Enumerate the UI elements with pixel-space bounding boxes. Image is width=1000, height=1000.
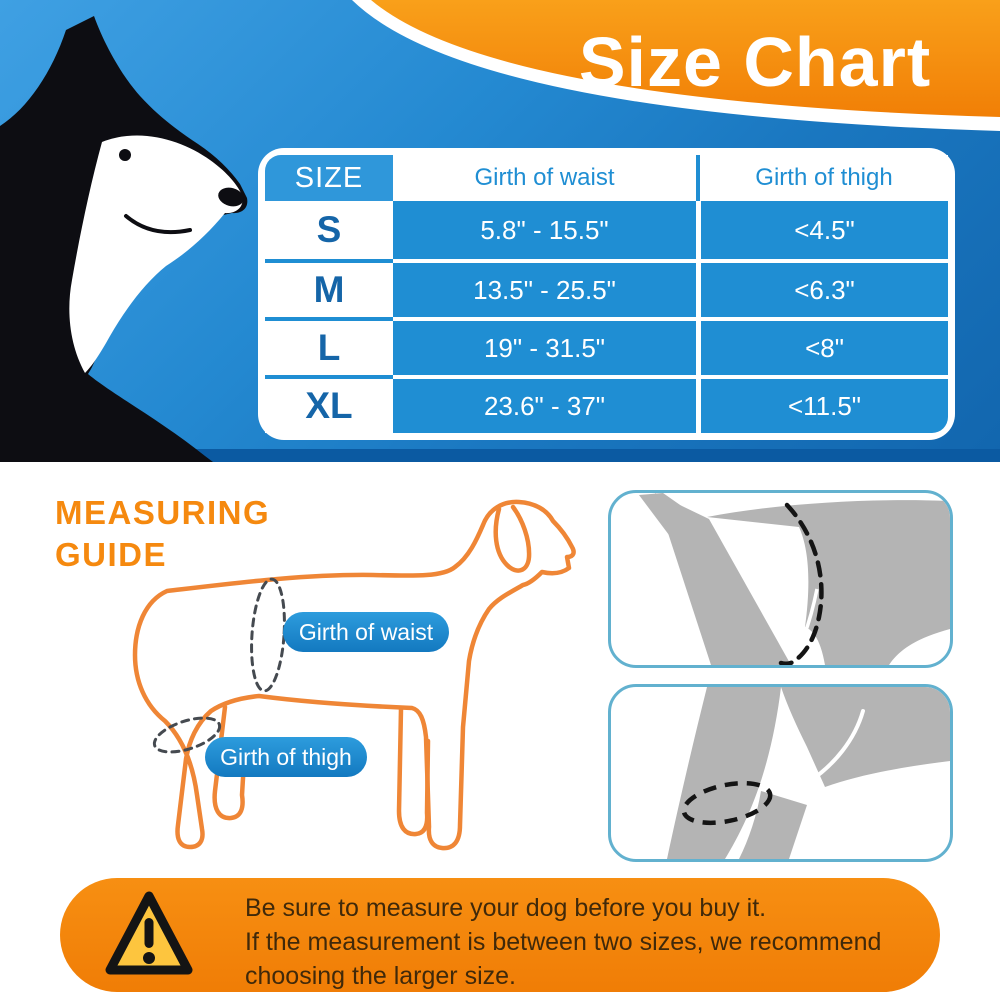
thigh-value-xl: <11.5" (696, 375, 948, 433)
thigh-value-l: <8" (696, 317, 948, 375)
notice-text (245, 891, 881, 993)
dog-waist-closeup-graphic (611, 493, 950, 665)
dog-outline-graphic (125, 495, 595, 880)
waist-label-pill: Girth of waist (283, 612, 449, 652)
size-cell-s: S (265, 201, 393, 259)
size-table (258, 148, 955, 440)
column-header-waist: Girth of waist (393, 155, 696, 201)
size-cell-l: L (265, 317, 393, 375)
warning-triangle-icon (104, 888, 194, 982)
size-cell-m: M (265, 259, 393, 317)
thigh-label-pill: Girth of thigh (205, 737, 367, 777)
notice-line-3: choosing the larger size. (245, 962, 516, 990)
waist-value-m: 13.5" - 25.5" (393, 259, 696, 317)
thigh-value-m: <6.3" (696, 259, 948, 317)
page-title: Size Chart (578, 23, 932, 101)
dog-thigh-closeup-graphic (611, 687, 950, 859)
thigh-value-s: <4.5" (696, 201, 948, 259)
measuring-guide-title-line1: MEASURING (55, 494, 271, 531)
waist-value-l: 19" - 31.5" (393, 317, 696, 375)
column-header-size: SIZE (265, 155, 393, 201)
waist-closeup-panel (608, 490, 953, 668)
size-cell-xl: XL (265, 375, 393, 433)
measuring-guide-title-line2: GUIDE (55, 536, 168, 573)
column-header-thigh: Girth of thigh (696, 155, 948, 201)
notice-line-1: Be sure to measure your dog before you buy it. (245, 894, 767, 922)
notice-line-2: If the measurement is between two sizes, we recommend (245, 928, 882, 956)
thigh-closeup-panel (608, 684, 953, 862)
notice-banner (60, 878, 940, 992)
waist-value-xl: 23.6" - 37" (393, 375, 696, 433)
waist-value-s: 5.8" - 15.5" (393, 201, 696, 259)
